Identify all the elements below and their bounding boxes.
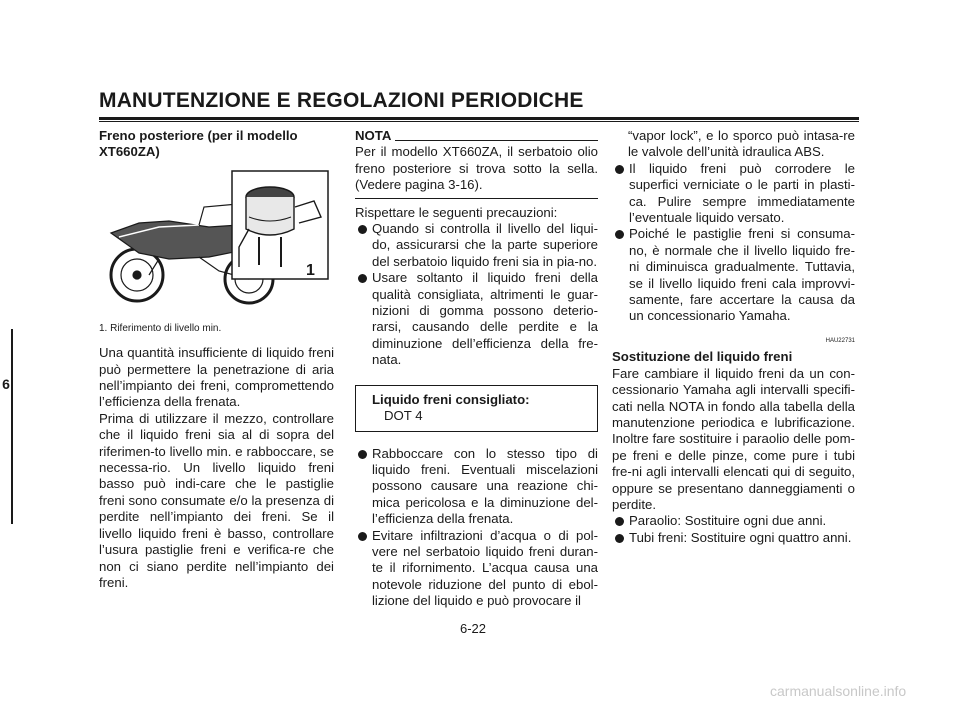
column-1 (99, 128, 334, 591)
list-item: Quando si controlla il livello del liqui-do, assicurarsi che la parte superiore del serbatoio liquido freni sia in pia-no. (355, 221, 598, 270)
bullet-icon (358, 225, 367, 234)
bullet-icon (615, 534, 624, 543)
list-item: Il liquido freni può corrodere le superfici verniciate o le parti in plasti-ca. Pulire sempre immediatamente l’eventuale liquido versato. (612, 161, 855, 227)
list-item: Poiché le pastiglie freni si consuma-no, è normale che il livello liquido fre-ni diminuisca gradualmente. Tuttavia, se il livello liquido freni cala improvvi-samente, fare accertare la causa da un concessionario Yamaha. (612, 226, 855, 324)
chapter-tab: 6 (2, 376, 10, 392)
column-3 (612, 128, 855, 546)
nota-heading (355, 128, 598, 144)
paragraph: Una quantità insufficiente di liquido freni può permettere la penetrazione di aria nell’impianto dei freni, compromettendo l’efficienza della frenata. (99, 345, 334, 410)
list-item: Tubi freni: Sostituire ogni quattro anni. (612, 530, 855, 546)
recommended-fluid-box (355, 385, 598, 432)
replacement-list (612, 513, 855, 546)
precautions-intro: Rispettare le seguenti precauzioni: (355, 204, 558, 220)
figure-callout-1: 1 (306, 261, 315, 279)
fluid-box-value: DOT 4 (384, 408, 423, 424)
precautions-list (355, 221, 598, 369)
title-rule-thin (99, 121, 859, 122)
paragraph: Fare cambiare il liquido freni da un con-cessionario Yamaha agli intervalli specifi-cati nella NOTA in fondo alla tabella della manutenzione periodica e lubrificazione. Inoltre fare sostituire i paraolio delle pom-pe freni e delle pinze, come pure i tubi fre-ni agli intervalli elencati qui di seguito, oppure se presentano danneggiamenti o perdite. (612, 365, 855, 512)
motorcycle-reservoir-illustration (99, 167, 334, 317)
nota-label: NOTA (355, 128, 392, 143)
fluid-box-title: Liquido freni consigliato: (372, 391, 530, 407)
figure-caption: 1. Riferimento di livello min. (99, 322, 222, 334)
list-item: Paraolio: Sostituire ogni due anni. (612, 513, 855, 529)
watermark: carmanualsonline.info (770, 683, 907, 699)
paragraph: Prima di utilizzare il mezzo, controllare che il liquido freni sia al di sopra del riferimen-to livello min. e rabboccare, se necessa-rio. Un livello liquido freni basso può indi-care che le pastiglie freni sono consumate e/o la presenza di perdite nell’impianto dei freni. Se il livello liquido freni è basso, controllare l’usura pastiglie freni e verifica-re che non ci siano perdite nell’impianto dei freni. (99, 410, 334, 590)
motorcycle-figure (99, 167, 334, 317)
page-number: 6-22 (460, 621, 487, 636)
section-heading-fluid-change: Sostituzione del liquido freni (612, 349, 793, 365)
bullet-icon (615, 165, 624, 174)
page-title: MANUTENZIONE E REGOLAZIONI PERIODICHE (99, 89, 584, 112)
chapter-sidebar-rule (11, 329, 13, 524)
nota-text: Per il modello XT660ZA, il serbatoio olio freno posteriore si trova sotto la sella. (Vedere pagina 3-16). (355, 144, 598, 193)
section-heading-rear-brake: Freno posteriore (per il modello XT660ZA) (99, 128, 298, 160)
list-item: Evitare infiltrazioni d’acqua o di pol-vere nel serbatoio liquido freni duran-te il rifornimento. L’acqua causa una notevole riduzione del punto di ebol-lizione del liquido e può provocare il (355, 528, 598, 610)
list-item: Rabboccare con lo stesso tipo di liquido freni. Eventuali miscelazioni possono causare una reazione chi-mica pericolosa e la diminuzione del-l’efficienza della frenata. (355, 446, 598, 528)
bullet-icon (358, 274, 367, 283)
list-item: Usare soltanto il liquido freni della qualità consigliata, altrimenti le guar-nizioni di gomma possono deterio-rarsi, causando delle perdite e la diminuzione dell’efficienza della fre-nata. (355, 270, 598, 368)
column-2 (355, 128, 598, 610)
bullet-icon (358, 450, 367, 459)
bullet-icon (615, 230, 624, 239)
bullet-icon (358, 532, 367, 541)
precautions-list-2 (355, 446, 598, 610)
title-rule (99, 117, 859, 120)
reference-code: HAU22731 (825, 337, 855, 344)
nota-end-rule (355, 198, 598, 199)
continued-text: “vapor lock”, e lo sporco può intasa-re le valvole dell’unità idraulica ABS. (628, 128, 855, 160)
bullet-icon (615, 517, 624, 526)
precautions-list-3 (612, 161, 855, 325)
